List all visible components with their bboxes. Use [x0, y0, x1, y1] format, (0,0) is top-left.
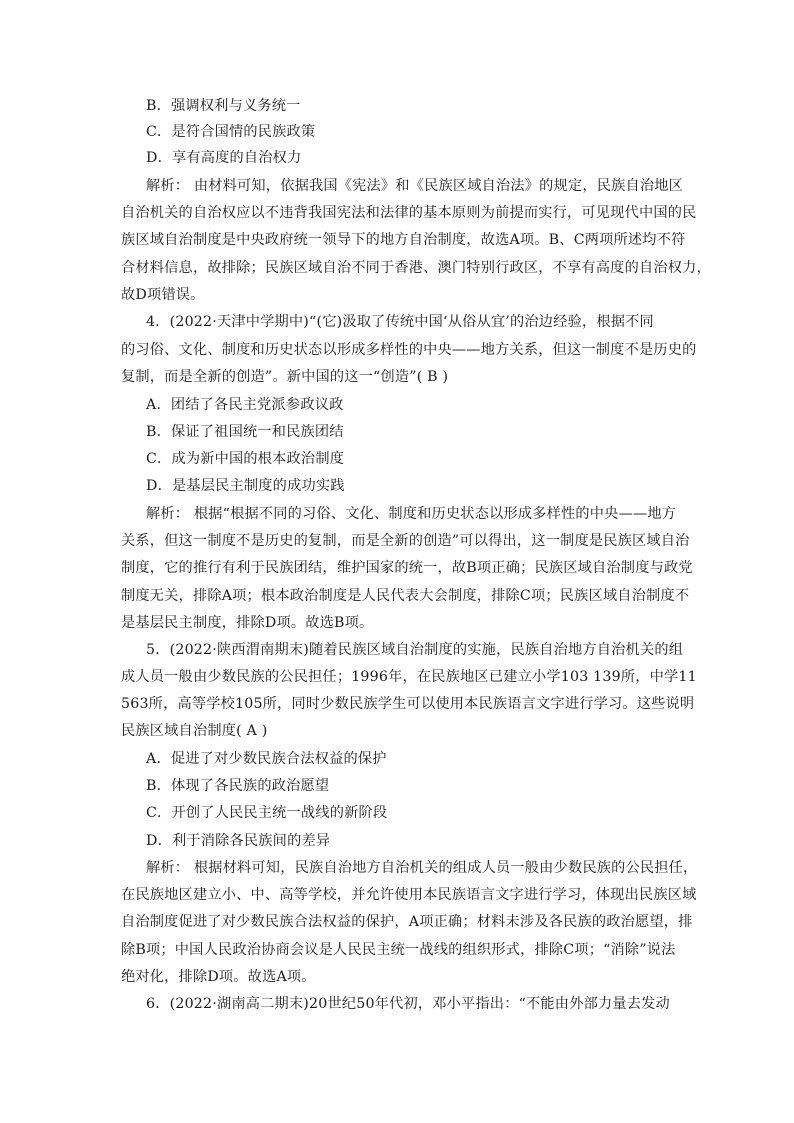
- q5-option-d: D．利于消除各民族间的差异: [146, 833, 331, 849]
- q3-analysis-line: 族区域自治制度是中央政府统一领导下的地方自治制度，故选A项。B、C两项所述均不符: [121, 232, 686, 248]
- q3-analysis-line: 自治机关的自治权应以不违背我国宪法和法律的基本原则为前提而实行，可见现代中国的民: [121, 205, 697, 221]
- q5-analysis-line: 自治制度促进了对少数民族合法权益的保护，A项正确；材料未涉及各民族的政治愿望，排: [121, 914, 693, 930]
- q3-analysis-line: 解析： 由材料可知，依据我国《宪法》和《民族区域自治法》的规定，民族自治地区: [146, 178, 684, 194]
- q3-option-d: D．享有高度的自治权力: [146, 150, 302, 166]
- q5-option-a: A．促进了对少数民族合法权益的保护: [146, 751, 387, 767]
- q4-option-a: A．团结了各民主党派参政议政: [146, 397, 344, 413]
- q4-stem-line: 复制，而是全新的创造”。新中国的这一“创造”( B ): [121, 369, 449, 385]
- q5-option-b: B．体现了各民族的政治愿望: [146, 778, 330, 794]
- q4-analysis-line: 解析： 根据“根据不同的习俗、文化、制度和历史状态以形成多样性的中央——地方: [146, 506, 677, 522]
- q4-analysis-line: 是基层民主制度，排除D项。故选B项。: [121, 615, 374, 631]
- q3-analysis-line: 故D项错误。: [121, 287, 205, 303]
- q5-option-c: C．开创了人民民主统一战线的新阶段: [146, 805, 388, 821]
- q5-stem-line: 563所，高等学校105所，同时少数民族学生可以使用本民族语言文字进行学习。这些说明: [121, 696, 695, 712]
- q5-analysis-line: 除B项；中国人民政治协商会议是人民民主统一战线的组织形式，排除C项；“消除”说法: [121, 942, 676, 958]
- q4-stem-line: 的习俗、文化、制度和历史状态以形成多样性的中央——地方关系，但这一制度不是历史的: [121, 342, 697, 358]
- q4-option-b: B．保证了祖国统一和民族团结: [146, 424, 344, 440]
- q4-analysis-line: 制度无关，排除A项；根本政治制度是人民代表大会制度，排除C项；民族区域自治制度不: [121, 588, 690, 604]
- q6-stem-line: 6．(2022·湖南高二期末)20世纪50年代初，邓小平指出：“不能由外部力量去发动: [146, 996, 670, 1012]
- q5-stem-line: 成人员一般由少数民族的公民担任；1996年，在民族地区已建立小学103 139所，中学11: [121, 669, 697, 685]
- q5-analysis-line: 绝对化，排除D项。故选A项。: [121, 969, 316, 985]
- q5-stem-line: 5．(2022·陕西渭南期末)随着民族区域自治制度的实施，民族自治地方自治机关的组: [146, 642, 684, 658]
- q4-option-c: C．成为新中国的根本政治制度: [146, 451, 345, 467]
- q5-analysis-line: 在民族地区建立小、中、高等学校，并允许使用本民族语言文字进行学习，体现出民族区域: [121, 887, 697, 903]
- q3-analysis-line: 合材料信息，故排除；民族区域自治不同于香港、澳门特别行政区，不享有高度的自治权力，: [121, 260, 711, 276]
- q4-stem-line: 4．(2022·天津中学期中)“(它)汲取了传统中国‘从俗从宜’的治边经验，根据不同: [146, 314, 654, 330]
- q3-option-c: C．是符合国情的民族政策: [146, 124, 316, 140]
- q5-stem-line: 民族区域自治制度( A ): [121, 723, 268, 739]
- q4-option-d: D．是基层民主制度的成功实践: [146, 478, 345, 494]
- q4-analysis-line: 制度，它的推行有利于民族团结，维护国家的统一，故B项正确；民族区域自治制度与政党: [121, 560, 693, 576]
- q5-analysis-line: 解析： 根据材料可知，民族自治地方自治机关的组成人员一般由少数民族的公民担任，: [146, 860, 698, 876]
- q3-option-b: B．强调权利与义务统一: [146, 98, 301, 114]
- q4-analysis-line: 关系，但这一制度不是历史的复制，而是全新的创造”可以得出，这一制度是民族区域自治: [121, 533, 690, 549]
